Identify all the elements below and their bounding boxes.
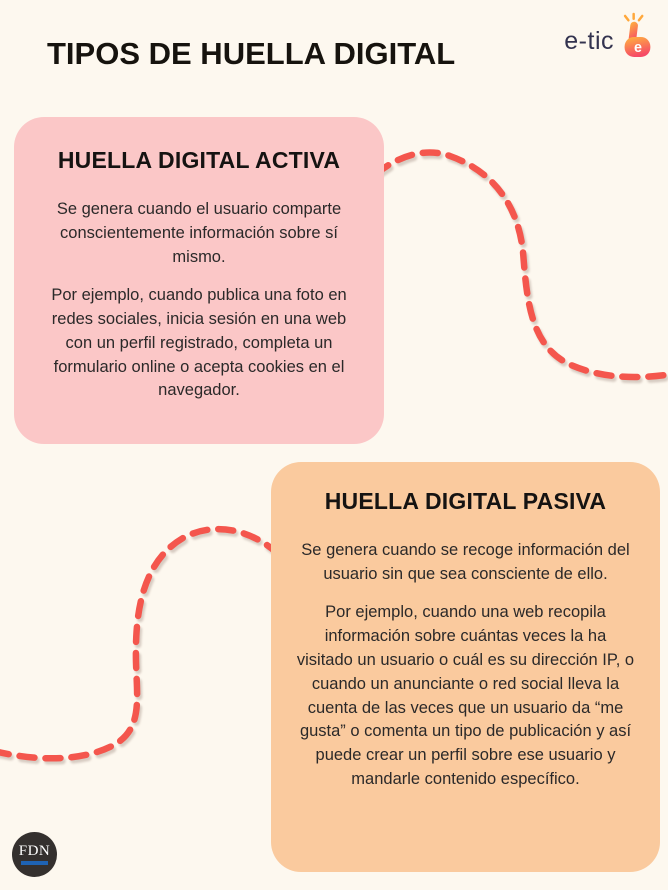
dashed-curve-top-right [376,152,668,377]
fdn-logo [12,832,57,877]
click-sparks-icon [625,14,642,20]
etic-logo [564,12,658,60]
dashed-curve-bottom-left [0,529,276,758]
card-title-pasiva: HUELLA DIGITAL PASIVA [324,488,607,514]
card-huella-digital-activa [14,117,384,444]
etic-logo-text: e-tic [564,26,614,55]
card-title-activa: HUELLA DIGITAL ACTIVA [57,147,341,173]
card-pasiva-paragraph-1: Se genera cuando se recoge información del usuario sin que sea consciente de ello. [301,541,630,583]
fdn-logo-underline-bar [21,861,48,865]
fdn-logo-text: FDN [18,843,51,859]
card-pasiva-paragraph-2: Por ejemplo, cuando una web recopila información sobre cuántas veces la ha visitado un usuario o cuál es su dirección IP, o cuando un anunciante o red social lleva la cuenta de las veces que un usuario da “me gusta” o comenta un tipo de publicación y así puede crear un perfil sobre ese usuario y mandarle contenido específico. [296,602,635,789]
card-activa-paragraph-1: Se genera cuando el usuario comparte conscientemente información sobre sí mismo. [56,200,342,266]
page-title: TIPOS DE HUELLA DIGITAL [47,36,456,71]
card-huella-digital-pasiva [271,462,660,872]
card-activa-paragraph-2: Por ejemplo, cuando publica una foto en redes sociales, inicia sesión en una web con un perfil registrado, completa un formulario online o acepta cookies en el navegador. [51,285,347,400]
pointing-hand-click-icon [616,12,658,60]
etic-hand-letter: e [633,40,642,57]
